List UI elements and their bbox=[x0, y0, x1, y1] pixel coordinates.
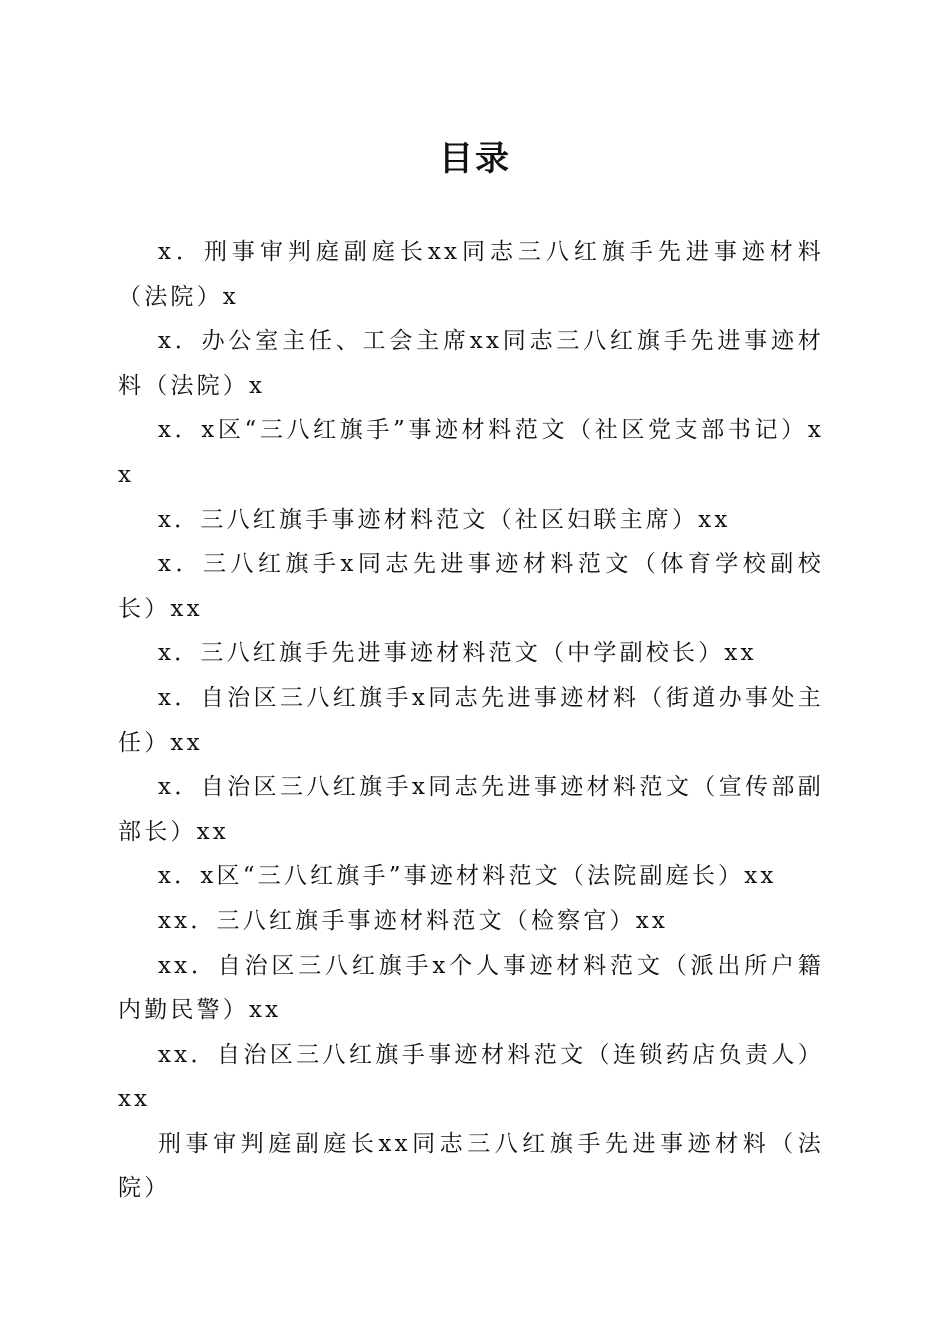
toc-entry[interactable]: x．三八红旗手先进事迹材料范文（中学副校长）xx bbox=[158, 640, 757, 667]
toc-entry[interactable]: x．x区“三八红旗手”事迹材料范文（法院副庭长）xx bbox=[158, 863, 777, 890]
toc-entry[interactable]: xx．自治区三八红旗手事迹材料范文（连锁药店负责人）xx bbox=[118, 1041, 824, 1113]
toc-entry[interactable]: xx．三八红旗手事迹材料范文（检察官）xx bbox=[158, 907, 669, 934]
toc-entry[interactable]: x．三八红旗手x同志先进事迹材料范文（体育学校副校长）xx bbox=[118, 551, 824, 622]
toc-entry[interactable]: x．自治区三八红旗手x同志先进事迹材料范文（宣传部副部长）xx bbox=[118, 774, 824, 845]
toc-entry[interactable]: x．x区“三八红旗手”事迹材料范文（社区党支部书记）xx bbox=[118, 417, 824, 488]
section-heading: 刑事审判庭副庭长xx同志三八红旗手先进事迹材料（法院） bbox=[118, 1130, 824, 1202]
toc-entry[interactable]: x．自治区三八红旗手x同志先进事迹材料（街道办事处主任）xx bbox=[118, 684, 824, 756]
toc-entry[interactable]: x．办公室主任、工会主席xx同志三八红旗手先进事迹材料（法院）x bbox=[118, 328, 824, 399]
toc-title: 目录 bbox=[439, 139, 511, 179]
toc-entry[interactable]: x．刑事审判庭副庭长xx同志三八红旗手先进事迹材料（法院）x bbox=[118, 239, 824, 310]
toc-entry[interactable]: xx．自治区三八红旗手x个人事迹材料范文（派出所户籍内勤民警）xx bbox=[118, 952, 824, 1024]
toc-list bbox=[118, 230, 824, 1211]
toc-entry[interactable]: x．三八红旗手事迹材料范文（社区妇联主席）xx bbox=[158, 506, 731, 533]
